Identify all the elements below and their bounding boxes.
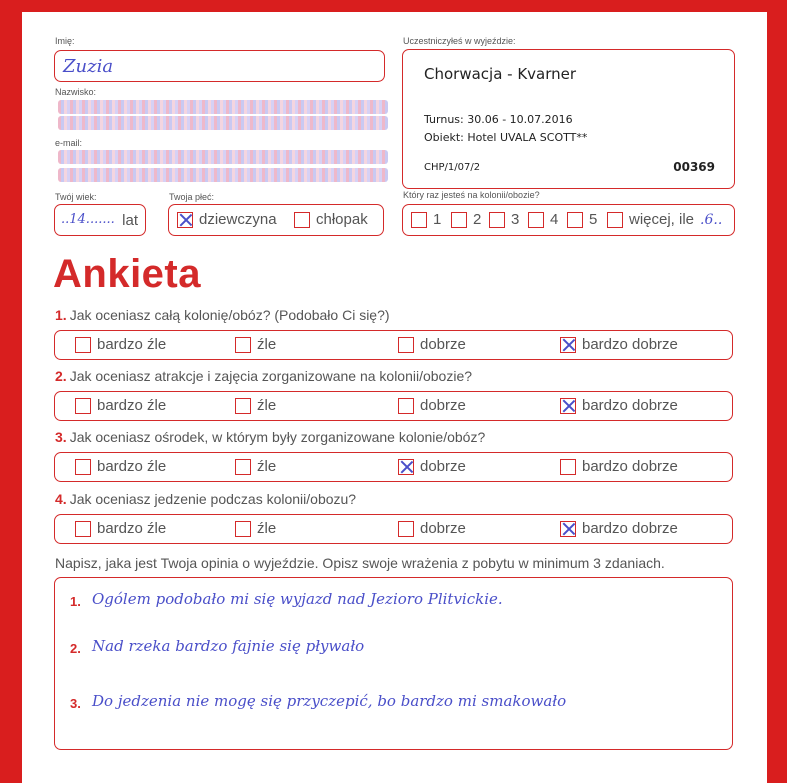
answer-checkbox[interactable] [560,398,576,414]
answer-label: bardzo dobrze [582,336,678,353]
trip-number: 00369 [673,160,715,174]
answer-label: bardzo źle [97,458,167,475]
answer-option[interactable] [75,397,166,414]
girl-label: dziewczyna [199,211,277,228]
times-more-label: więcej, ile [629,211,695,228]
answer-row-4 [54,514,733,544]
trip-name: Chorwacja - Kvarner [424,65,577,83]
question-text: Jak oceniasz całą kolonię/obóz? (Podobało Ci się?) [69,307,390,323]
times-label: Który raz jesteś na kolonii/obozie? [403,190,540,200]
answer-option[interactable] [560,520,678,537]
times-more-value: .6.. [700,211,723,228]
answer-option[interactable] [398,458,466,475]
answer-checkbox[interactable] [398,459,414,475]
answer-option[interactable] [75,336,166,353]
trip-card [402,49,735,189]
answer-checkbox[interactable] [75,459,91,475]
times-option-more[interactable] [607,211,722,228]
question-3 [55,429,485,445]
times-more-checkbox[interactable] [607,212,623,228]
times-4-label: 4 [550,211,559,228]
answer-checkbox[interactable] [560,459,576,475]
answer-row-3 [54,452,733,482]
name-value: Zuzia [63,56,114,77]
question-number: 1. [55,307,67,323]
survey-sheet [22,12,767,783]
times-5-label: 5 [589,211,598,228]
answer-label: bardzo dobrze [582,397,678,414]
answer-checkbox[interactable] [398,337,414,353]
answer-row-1 [54,330,733,360]
times-2-checkbox[interactable] [451,212,467,228]
question-number: 2. [55,368,67,384]
answer-label: bardzo źle [97,336,167,353]
gender-label: Twoja płeć: [169,192,215,202]
trip-turnus: Turnus: 30.06 - 10.07.2016 [424,113,573,126]
answer-label: dobrze [420,520,466,537]
times-3-label: 3 [511,211,520,228]
opinion-line-text: Nad rzeka bardzo fajnie się pływało [92,637,365,655]
opinion-line-text: Ogólem podobało mi się wyjazd nad Jezioro Plitvickie. [92,590,503,608]
answer-checkbox[interactable] [398,521,414,537]
answer-checkbox[interactable] [560,521,576,537]
times-1-label: 1 [433,211,442,228]
gender-option-girl[interactable] [177,211,277,228]
answer-option[interactable] [398,520,466,537]
times-option-1[interactable] [411,211,441,228]
answer-option[interactable] [75,458,166,475]
answer-row-2 [54,391,733,421]
answer-option[interactable] [560,458,678,475]
answer-option[interactable] [235,520,276,537]
times-4-checkbox[interactable] [528,212,544,228]
answer-label: bardzo źle [97,397,167,414]
question-text: Jak oceniasz ośrodek, w którym były zorganizowane kolonie/obóz? [69,429,486,445]
answer-checkbox[interactable] [75,521,91,537]
answer-label: dobrze [420,458,466,475]
answer-checkbox[interactable] [235,398,251,414]
answer-checkbox[interactable] [235,459,251,475]
times-option-4[interactable] [528,211,558,228]
answer-checkbox[interactable] [398,398,414,414]
answer-option[interactable] [398,397,466,414]
name-label: Imię: [55,36,75,46]
answer-label: bardzo dobrze [582,458,678,475]
question-text: Jak oceniasz jedzenie podczas kolonii/obozu? [69,491,357,507]
question-1 [55,307,390,323]
answer-label: dobrze [420,397,466,414]
email-label: e-mail: [55,138,83,148]
answer-label: dobrze [420,336,466,353]
times-5-checkbox[interactable] [567,212,583,228]
answer-option[interactable] [560,336,678,353]
question-number: 3. [55,429,67,445]
trip-code: CHP/1/07/2 [424,162,481,173]
opinion-line-number: 3. [70,696,81,711]
answer-label: źle [257,520,277,537]
answer-option[interactable] [235,397,276,414]
answer-checkbox[interactable] [560,337,576,353]
times-option-5[interactable] [567,211,597,228]
answer-checkbox[interactable] [235,337,251,353]
girl-checkbox[interactable] [177,212,193,228]
answer-checkbox[interactable] [235,521,251,537]
answer-label: bardzo źle [97,520,167,537]
answer-label: źle [257,336,277,353]
survey-title: Ankieta [53,252,201,296]
answer-option[interactable] [398,336,466,353]
trip-label: Uczestniczyłeś w wyjeździe: [403,36,516,46]
boy-checkbox[interactable] [294,212,310,228]
age-unit: lat [122,212,138,229]
times-field [402,204,735,236]
answer-label: źle [257,458,277,475]
surname-label: Nazwisko: [55,87,97,97]
question-number: 4. [55,491,67,507]
answer-option[interactable] [75,520,166,537]
times-option-3[interactable] [489,211,519,228]
question-text: Jak oceniasz atrakcje i zajęcia zorganizowane na kolonii/obozie? [69,368,473,384]
age-value: ..14....... [61,212,115,227]
opinion-line-text: Do jedzenia nie mogę się przyczepić, bo bardzo mi smakowało [92,692,567,710]
times-2-label: 2 [473,211,482,228]
name-field[interactable] [54,50,385,82]
answer-label: bardzo dobrze [582,520,678,537]
opinion-line-number: 1. [70,594,81,609]
answer-option[interactable] [235,458,276,475]
age-field[interactable] [54,204,146,236]
times-option-2[interactable] [451,211,481,228]
question-2 [55,368,472,384]
question-4 [55,491,356,507]
age-label: Twój wiek: [55,192,97,202]
times-3-checkbox[interactable] [489,212,505,228]
times-1-checkbox[interactable] [411,212,427,228]
gender-option-boy[interactable] [294,211,368,228]
boy-label: chłopak [316,211,368,228]
opinion-line-number: 2. [70,641,81,656]
answer-checkbox[interactable] [75,337,91,353]
answer-label: źle [257,397,277,414]
gender-field [168,204,384,236]
opinion-prompt: Napisz, jaka jest Twoja opinia o wyjeździe. Opisz swoje wrażenia z pobytu w minimum 3 zdaniach. [55,555,665,571]
answer-checkbox[interactable] [75,398,91,414]
answer-option[interactable] [560,397,678,414]
trip-obiekt: Obiekt: Hotel UVALA SCOTT** [424,131,588,144]
answer-option[interactable] [235,336,276,353]
